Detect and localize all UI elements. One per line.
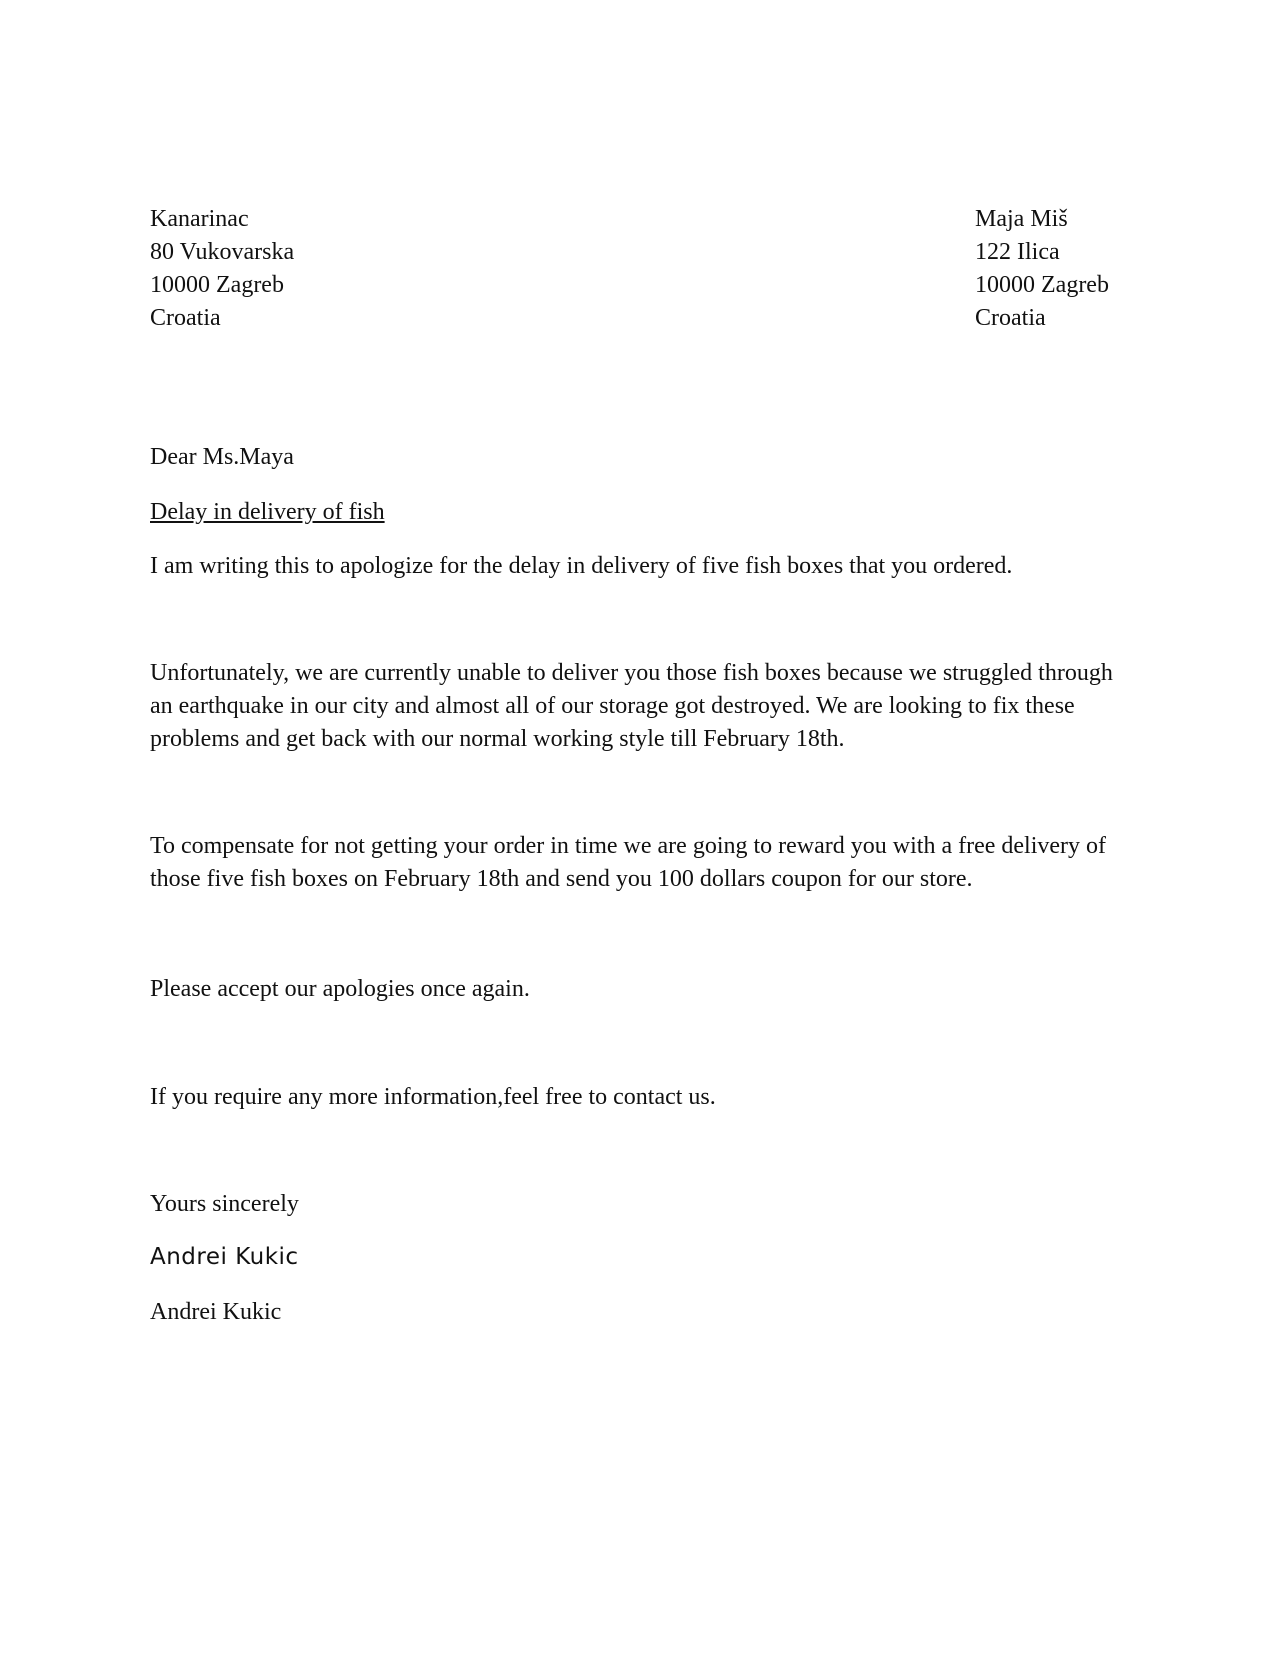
printed-name: Andrei Kukic — [150, 1299, 282, 1325]
recipient-city: 10000 Zagreb — [975, 272, 1109, 298]
body-paragraph: Please accept our apologies once again. — [150, 976, 530, 1002]
recipient-name: Maja Miš — [975, 206, 1068, 232]
recipient-address — [975, 203, 1109, 335]
subject-line: Delay in delivery of fish — [150, 499, 385, 525]
recipient-country: Croatia — [975, 305, 1046, 331]
sender-address — [150, 203, 294, 335]
body-paragraph: If you require any more information,feel free to contact us. — [150, 1084, 716, 1110]
body-paragraph: Unfortunately, we are currently unable to deliver you those fish boxes because we struggled through an earthquake in our city and almost all of our storage got destroyed. We are looking to fix these problems and get back with our normal working style till February 18th. — [150, 660, 1113, 752]
body-paragraph: To compensate for not getting your order in time we are going to reward you with a free delivery of those five fish boxes on February 18th and send you 100 dollars coupon for our store. — [150, 833, 1107, 892]
sender-city: 10000 Zagreb — [150, 272, 284, 298]
recipient-street: 122 Ilica — [975, 239, 1060, 265]
closing: Yours sincerely — [150, 1191, 299, 1217]
sender-street: 80 Vukovarska — [150, 239, 295, 265]
body-paragraph: I am writing this to apologize for the delay in delivery of five fish boxes that you ordered. — [150, 553, 1013, 579]
sender-country: Croatia — [150, 305, 221, 331]
salutation: Dear Ms.Maya — [150, 444, 294, 470]
signature: Andrei Kukic — [150, 1244, 299, 1270]
sender-name: Kanarinac — [150, 206, 249, 232]
